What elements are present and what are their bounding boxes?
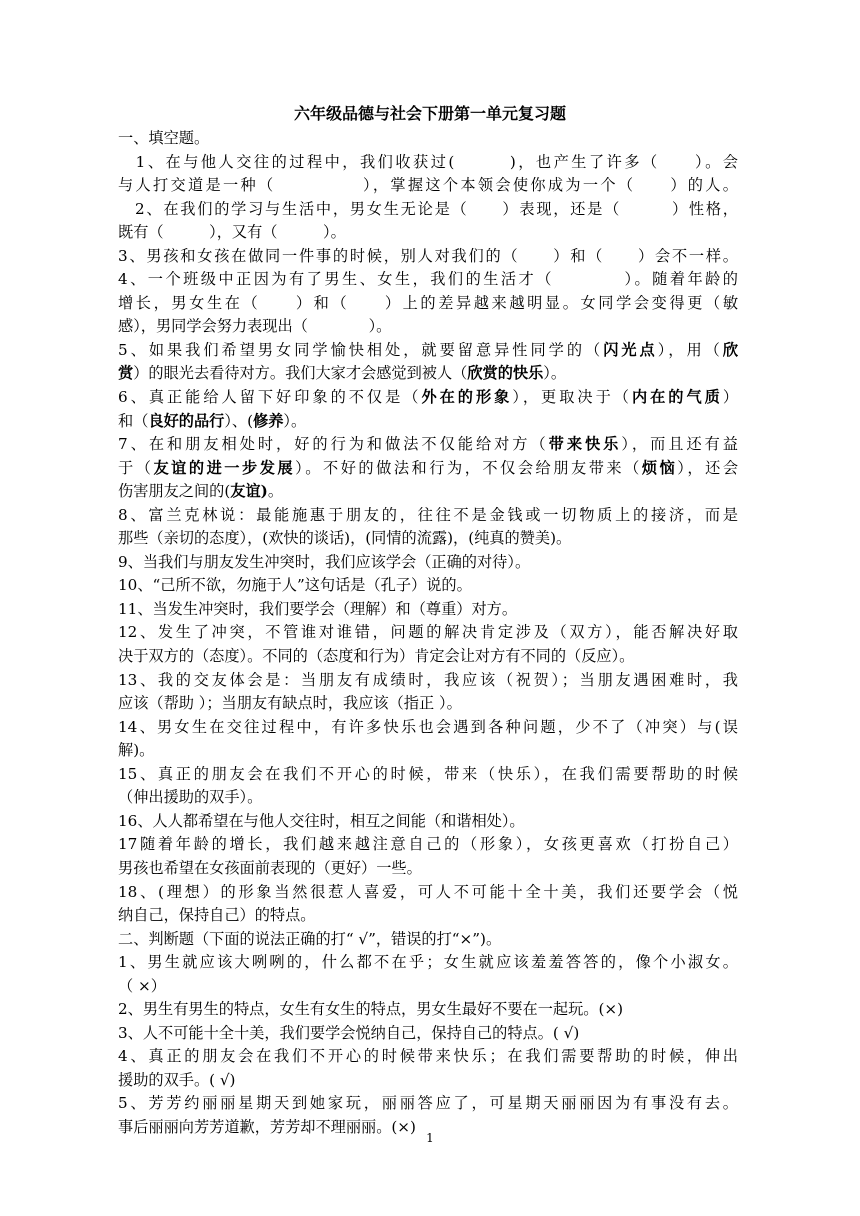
text-line — [118, 692, 738, 716]
line-text: 事后丽丽向芳芳道歉，芳芳却不理丽丽。(×) — [118, 1117, 416, 1136]
answer-text: 友谊) — [230, 482, 268, 501]
line-text: 伤害朋友之间的( — [118, 482, 231, 501]
line-text: 7、在和朋友相处时，好的行为和做法不仅能给对方（ — [118, 435, 549, 454]
answer-text: 带来快乐 — [548, 435, 622, 454]
answer-text: 闪光点 — [603, 340, 658, 359]
line-text: 于（ — [118, 458, 154, 477]
line-text: 1、在与他人交往的过程中，我们收获过( )，也产生了许多（ ）。会 — [118, 152, 738, 171]
line-text: ）的眼光去看待对方。我们大家才会感觉到被人（ — [133, 364, 468, 383]
line-text: 决于双方的（态度）。不同的（态度和行为）肯定会让对方有不同的（反应）。 — [118, 647, 635, 666]
line-text: 与人打交道是一种（ ），掌握这个本领会使你成为一个（ ）的人。 — [118, 176, 738, 195]
line-text: 既有（ ），又有（ ）。 — [118, 223, 346, 242]
line-text: 男孩也希望在女孩面前表现的（更好）一些。 — [118, 858, 422, 877]
text-line — [118, 1022, 738, 1046]
text-line — [118, 1045, 738, 1069]
line-text: 感），男同学会努力表现出（ ）。 — [118, 317, 392, 336]
line-text: 12、发生了冲突，不管谁对谁错，问题的解决肯定涉及（双方），能否解决好取 — [118, 623, 738, 642]
text-line — [118, 527, 738, 551]
line-text: 1、男生就应该大咧咧的，什么都不在乎；女生就应该羞羞答答的，像个小淑女。 — [118, 953, 738, 972]
text-line — [118, 127, 738, 151]
line-text: 纳自己，保持自己）的特点。 — [118, 906, 316, 925]
line-text: 那些（亲切的态度），(欢快的谈话)，(同情的流露)，(纯真的赞美)。 — [118, 529, 572, 548]
text-line — [118, 457, 738, 481]
text-line — [118, 598, 738, 622]
line-text: 解)。 — [118, 741, 155, 760]
answer-text: 友谊的进一步发展 — [153, 458, 296, 477]
text-line — [118, 716, 738, 740]
line-text: 增长，男女生在（ ）和（ ）上的差异越来越明显。女同学会变得更（敏 — [118, 293, 738, 312]
line-text: 14、男女生在交往过程中，有许多快乐也会遇到各种问题，少不了（冲突）与(误 — [118, 717, 738, 736]
line-text: 11、当发生冲突时，我们要学会（理解）和（尊重）对方。 — [118, 599, 518, 618]
line-text: 4、一个班级中正因为有了男生、女生，我们的生活才（ ）。随着年龄的 — [118, 270, 738, 289]
text-line — [118, 1092, 738, 1116]
line-text: 一、填空题。 — [118, 129, 210, 147]
line-text: ），更取决于（ — [512, 388, 632, 407]
line-text: 二、判断题（下面的说法正确的打“ √”，错误的打“×”)。 — [118, 929, 502, 948]
line-text: 9、当我们与朋友发生冲突时，我们应该学会（正确的对待）。 — [118, 552, 531, 571]
text-line — [118, 386, 738, 410]
answer-text: 赏 — [118, 364, 134, 383]
line-text: 17随着年龄的增长，我们越来越注意自己的（形象），女孩更喜欢（打扮自己） — [118, 835, 738, 854]
line-text: ），还会 — [677, 458, 738, 477]
text-line — [118, 174, 738, 198]
line-text: ），用（ — [657, 340, 723, 359]
text-line — [118, 198, 738, 222]
text-line — [118, 245, 738, 269]
text-line — [118, 315, 738, 339]
answer-text: 欣赏的快乐 — [467, 364, 544, 383]
line-text: 15、真正的朋友会在我们不开心的时候，带来（快乐），在我们需要帮助的时候 — [118, 764, 738, 783]
line-text: 和（ — [118, 411, 149, 430]
text-line — [118, 881, 738, 905]
text-line — [118, 928, 738, 952]
line-text: 援助的双手。( √) — [118, 1070, 236, 1089]
line-text: ）。不好的做法和行为，不仅会给朋友带来（ — [295, 458, 642, 477]
text-line — [118, 268, 738, 292]
line-text: 5、芳芳约丽丽星期天到她家玩，丽丽答应了，可星期天丽丽因为有事没有去。 — [118, 1094, 738, 1113]
text-line — [118, 904, 738, 928]
text-line — [118, 504, 738, 528]
line-text: 18、(理想）的形象当然很惹人喜爱，可人不可能十全十美，我们还要学会（悦 — [118, 882, 738, 901]
text-line — [118, 669, 738, 693]
line-text: 16、人人都希望在与他人交往时，相互之间能（和谐相处）。 — [118, 811, 525, 830]
line-text: 4、真正的朋友会在我们不开心的时候带来快乐；在我们需要帮助的时候，伸出 — [118, 1047, 738, 1066]
line-text: 3、男孩和女孩在做同一件事的时候，别人对我们的（ ）和（ ）会不一样。 — [118, 246, 738, 265]
text-line — [118, 151, 738, 175]
text-line — [118, 410, 738, 434]
text-line — [118, 975, 738, 999]
answer-text: 内在的气质 — [631, 388, 723, 407]
line-text: 8、富兰克林说：最能施惠于朋友的，往往不是金钱或一切物质上的接济，而是 — [118, 505, 738, 524]
text-line — [118, 833, 738, 857]
text-line — [118, 480, 738, 504]
text-line — [118, 433, 738, 457]
document-body — [118, 127, 738, 1140]
line-text: 10、“己所不欲，勿施于人”这句话是（孔子）说的。 — [118, 576, 472, 595]
text-line — [118, 763, 738, 787]
text-line — [118, 621, 738, 645]
line-text: ）。 — [283, 411, 307, 430]
line-text: 2、男生有男生的特点，女生有女生的特点，男女生最好不要在一起玩。(×) — [118, 1000, 624, 1019]
text-line — [118, 339, 738, 363]
line-text: ），而且还有益 — [621, 435, 738, 454]
page-title: 六年级品德与社会下册第一单元复习题 — [293, 104, 566, 123]
text-line — [118, 574, 738, 598]
text-line — [118, 292, 738, 316]
text-line — [118, 645, 738, 669]
line-text: 3、人不可能十全十美，我们要学会悦纳自己，保持自己的特点。( √) — [118, 1023, 580, 1042]
line-text: （伸出援助的双手）。 — [118, 788, 263, 807]
text-line — [118, 739, 738, 763]
line-text: 6、真正能给人留下好印象的不仅是（ — [118, 388, 422, 407]
line-text: 13、我的交友体会是：当朋友有成绩时，我应该（祝贺）；当朋友遇困难时，我 — [118, 670, 738, 689]
text-line — [118, 551, 738, 575]
answer-text: 修养 — [253, 411, 284, 430]
answer-text: 良好的品行 — [148, 411, 225, 430]
answer-text: 外在的形象 — [421, 388, 513, 407]
line-text: （ ×） — [118, 976, 166, 995]
text-line — [118, 998, 738, 1022]
line-text: ）、( — [224, 411, 254, 430]
text-line — [118, 810, 738, 834]
line-text: 。 — [267, 482, 283, 501]
text-line — [118, 362, 738, 386]
line-text: ） — [722, 388, 738, 407]
line-text: 2、在我们的学习与生活中，男女生无论是（ ）表现，还是（ ）性格， — [118, 199, 738, 218]
answer-text: 烦恼 — [641, 458, 678, 477]
answer-text: 欣 — [722, 340, 738, 359]
line-text: ）。 — [543, 364, 567, 383]
text-line — [118, 857, 738, 881]
page-number: 1 — [426, 1131, 434, 1145]
line-text: 应该（帮助 ）；当朋友有缺点时，我应该（指正 ）。 — [118, 694, 462, 713]
text-line — [118, 951, 738, 975]
text-line — [118, 221, 738, 245]
text-line — [118, 786, 738, 810]
text-line — [118, 1069, 738, 1093]
line-text: 5、如果我们希望男女同学愉快相处，就要留意异性同学的（ — [118, 340, 604, 359]
